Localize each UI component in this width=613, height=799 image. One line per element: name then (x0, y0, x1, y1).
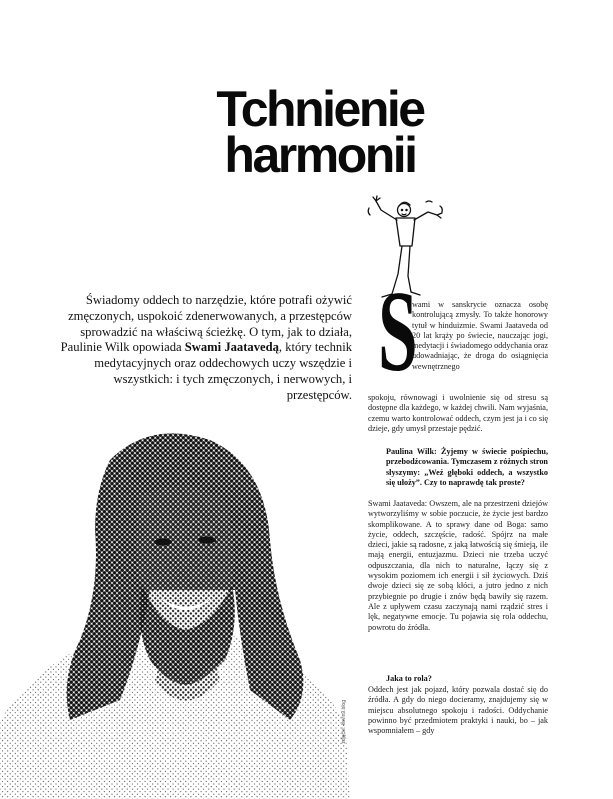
photo-credit: zdjęcie: kevin9.blog (341, 700, 347, 744)
lead-person-name: Swami Jaatavedą (184, 340, 279, 355)
interview-question-1: Paulina Wilk: Żyjemy w świecie pośpiechu, przebodźcowania. Tymczasem z różnych stron słyszymy: „Weź głęboki oddech, a wszystko się ułoży”. Czy to naprawdę tak proste? (386, 447, 548, 487)
lead-text-end: , który technik medytacyjnych oraz oddechowych uczy wszędzie i wszystkich: i tych zmęczonych, i nerwowych, i przestępców. (94, 340, 352, 402)
drop-cap: S (378, 268, 418, 395)
lead-text-start: Świadomy oddech to narzędzie, które potrafi ożywić zmęczonych, uspokoić zdenerwowanych, a przestępców sprowadzić na właściwą ścieżkę. O tym, jak to działa, Paulinie Wilk opowiada (60, 293, 352, 355)
interview-question-2: Jaka to rola? (386, 674, 432, 683)
title-line-1: Tchnienie (216, 81, 424, 137)
article-lead (58, 293, 352, 404)
article-title (120, 81, 520, 183)
intro-paragraph-top: wami w sanskrycie oznacza osobę kontrolującą zmysły. To także honorowy tytuł w hinduizmie. Swami Jaataveda od 20 lat krąży po świecie, nauczając jogi, medytacji i świadomego oddychania oraz udowadniając, że droga do osiągnięcia wewnętrznego (412, 300, 548, 371)
intro-paragraph-bottom: spokoju, równowagi i uwolnienie się od stresu są dostępne dla każdego, w każdej chwili. Nam wyjaśnia, czemu warto kontrolować oddech, czym jest ja i co się dzieje, gdy umysł przestaje pędzić. (368, 393, 548, 433)
title-line-2: harmonii (224, 127, 416, 183)
portrait-photo (0, 420, 362, 799)
interview-answer-1: Swami Jaataveda: Owszem, ale na przestrzeni dziejów wytworzyliśmy w sobie poczucie, że życie jest bardzo skomplikowane. A to sprawy dane od Boga: samo życie, oddech, szczęście, radość. Spójrz na małe dzieci, jakie są radosne, z jaką łatwością się śmieją, ile mają energii, entuzjazmu. Dzieci nie trzeba uczyć odpuszczania, dla nich to naturalne, łączy się z wysokim poziomem ich energii i sił życiowych. Dziś dwoje dzieci się ze sobą kłóci, a jutro jedno z nich przybiegnie po drugie i znów będą bawiły się razem. Ale z upływem czasu zaczynają nami rządzić stres i lęk, negatywne emocje. Tu pojawia się rola oddechu, powrotu do źródła. (368, 499, 548, 632)
interview-answer-2: Oddech jest jak pojazd, który pozwala dostać się do źródła. A gdy do niego docieramy, znajdujemy się w miejscu absolutnego spokoju i radości. Oddychanie powinno być przedmiotem praktyki i nauki, bo – jak wspomniałem – gdy (368, 685, 548, 736)
